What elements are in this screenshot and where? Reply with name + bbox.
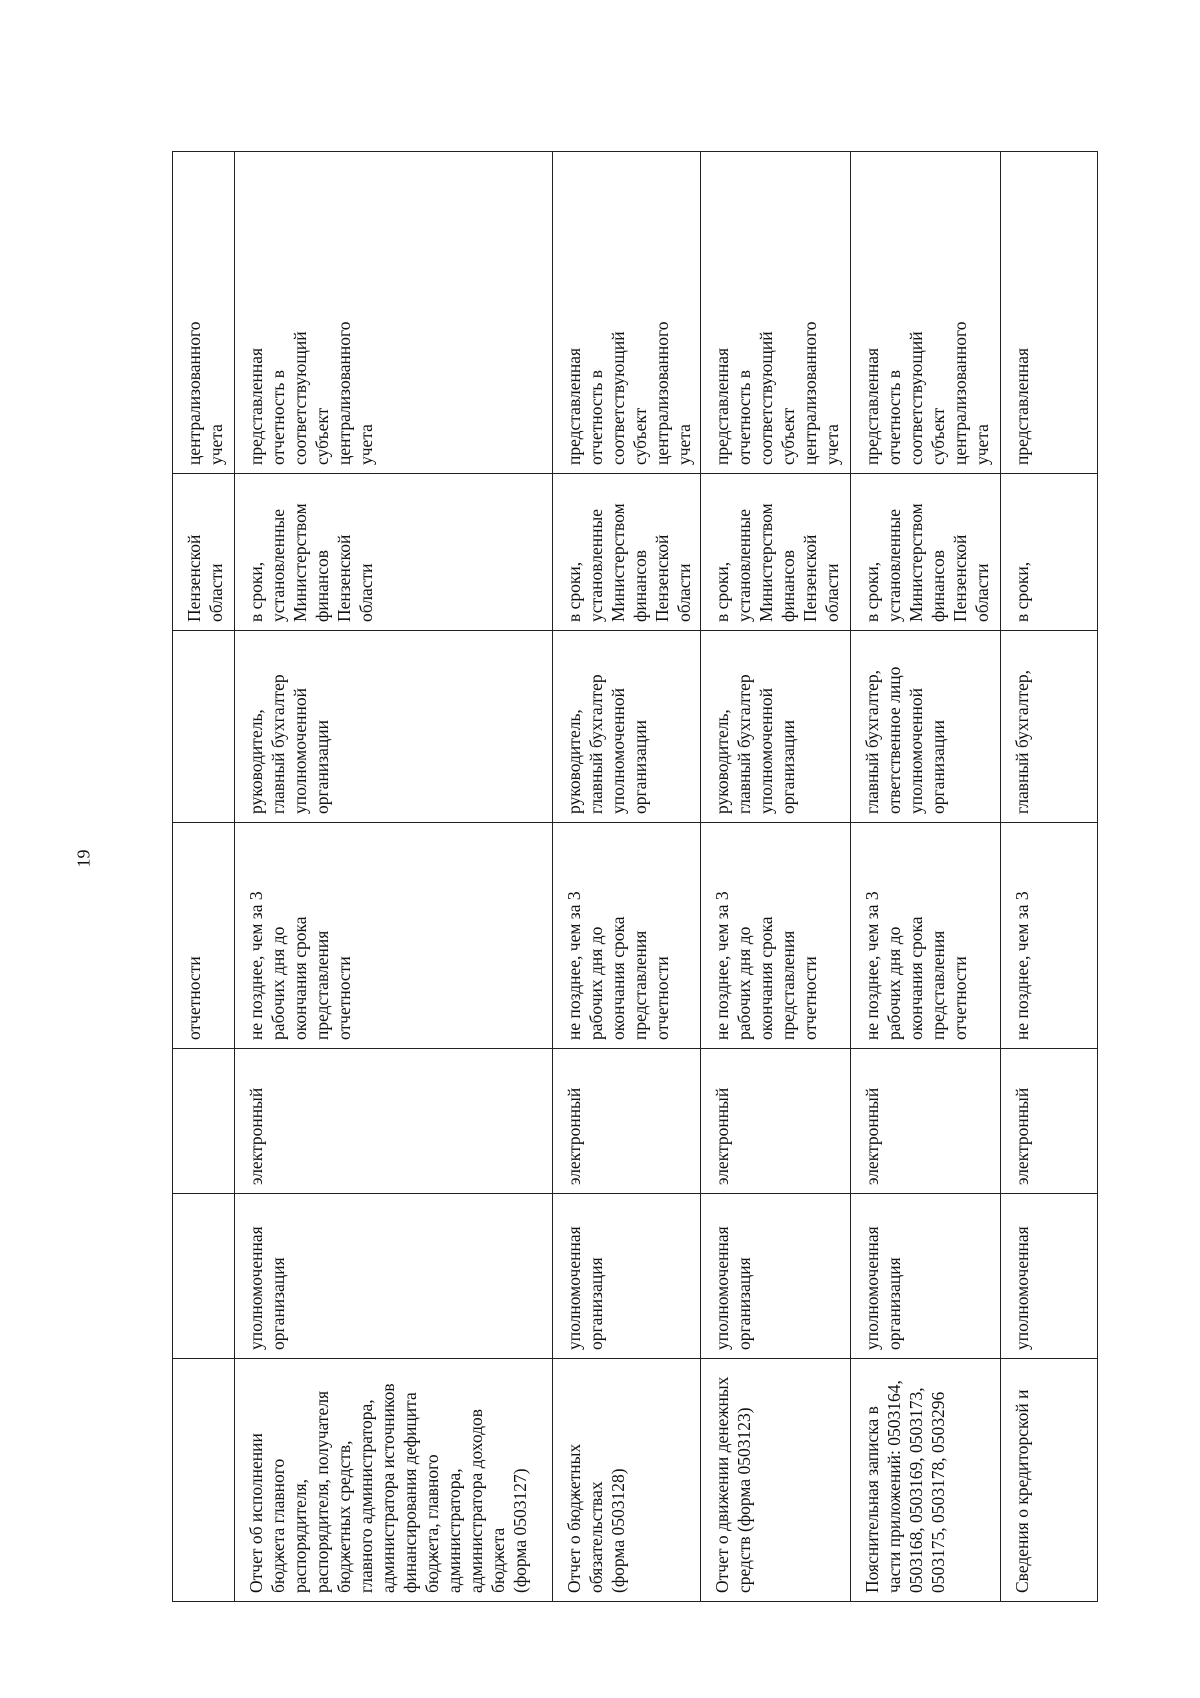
- table-cell: Пензенской области: [173, 474, 235, 631]
- table-cell: уполномоченная организация: [701, 1194, 851, 1359]
- table-cell: руководитель, главный бухгалтер уполномоченной организации: [235, 631, 553, 823]
- table-cell: уполномоченная организация: [553, 1194, 701, 1359]
- table-cell: централизованного учета: [173, 152, 235, 474]
- rotated-table-container: [172, 152, 1097, 1602]
- table-cell: не позднее, чем за 3 рабочих дня до окончания срока представления отчетности: [701, 823, 851, 1049]
- table-cell: электронный: [1001, 1049, 1098, 1194]
- table-cell: Пояснительная записка в части приложений: 0503164, 0503168, 0503169, 0503173, 0503175, 0503178, 0503296: [851, 1359, 1001, 1602]
- table-cell: уполномоченная организация: [851, 1194, 1001, 1359]
- table-cell: представленная: [1001, 152, 1098, 474]
- table-cell: в сроки,: [1001, 474, 1098, 631]
- table-cell: уполномоченная: [1001, 1194, 1098, 1359]
- table-cell: не позднее, чем за 3 рабочих дня до окончания срока представления отчетности: [851, 823, 1001, 1049]
- table-cell: не позднее, чем за 3 рабочих дня до окончания срока представления отчетности: [553, 823, 701, 1049]
- table-cell: уполномоченная организация: [235, 1194, 553, 1359]
- table-row: [235, 152, 553, 1602]
- table-cell: не позднее, чем за 3: [1001, 823, 1098, 1049]
- table-row: [851, 152, 1001, 1602]
- table-cell: Отчет о бюджетных обязательствах (форма 0503128): [553, 1359, 701, 1602]
- table-cell: электронный: [553, 1049, 701, 1194]
- table-cell: в сроки, установленные Министерством финансов Пензенской области: [701, 474, 851, 631]
- table-cell: Отчет о движении денежных средств (форма 0503123): [701, 1359, 851, 1602]
- table-cell: в сроки, установленные Министерством финансов Пензенской области: [553, 474, 701, 631]
- table-row: [1001, 152, 1098, 1602]
- table-cell: электронный: [851, 1049, 1001, 1194]
- table-cell: представленная отчетность в соответствующий субъект централизованного учета: [553, 152, 701, 474]
- table-row: [173, 152, 235, 1602]
- table-cell: в сроки, установленные Министерством финансов Пензенской области: [235, 474, 553, 631]
- table-row: [701, 152, 851, 1602]
- table-cell: [173, 1359, 235, 1602]
- table-cell: отчетности: [173, 823, 235, 1049]
- table-cell: главный бухгалтер,: [1001, 631, 1098, 823]
- table-cell: руководитель, главный бухгалтер уполномоченной организации: [553, 631, 701, 823]
- table-cell: электронный: [701, 1049, 851, 1194]
- reporting-table: [172, 151, 1098, 1602]
- table-cell: руководитель, главный бухгалтер уполномоченной организации: [701, 631, 851, 823]
- table-cell: не позднее, чем за 3 рабочих дня до окончания срока представления отчетности: [235, 823, 553, 1049]
- page-number: 19: [73, 849, 94, 868]
- table-cell: электронный: [235, 1049, 553, 1194]
- table-cell: [173, 1194, 235, 1359]
- table-cell: представленная отчетность в соответствующий субъект централизованного учета: [235, 152, 553, 474]
- table-cell: [173, 1049, 235, 1194]
- table-cell: [173, 631, 235, 823]
- table-cell: главный бухгалтер, ответственное лицо уполномоченной организации: [851, 631, 1001, 823]
- table-cell: в сроки, установленные Министерством финансов Пензенской области: [851, 474, 1001, 631]
- table-cell: представленная отчетность в соответствующий субъект централизованного учета: [851, 152, 1001, 474]
- table-row: [553, 152, 701, 1602]
- table-cell: представленная отчетность в соответствующий субъект централизованного учета: [701, 152, 851, 474]
- table-cell: Сведения о кредиторской и: [1001, 1359, 1098, 1602]
- table-cell: Отчет об исполнении бюджета главного распорядителя, распорядителя, получателя бюджетных средств, главного администратора, администратора источников финансирования дефицита бюджета, главного администратора, администратора доходов бюджета (форма 0503127): [235, 1359, 553, 1602]
